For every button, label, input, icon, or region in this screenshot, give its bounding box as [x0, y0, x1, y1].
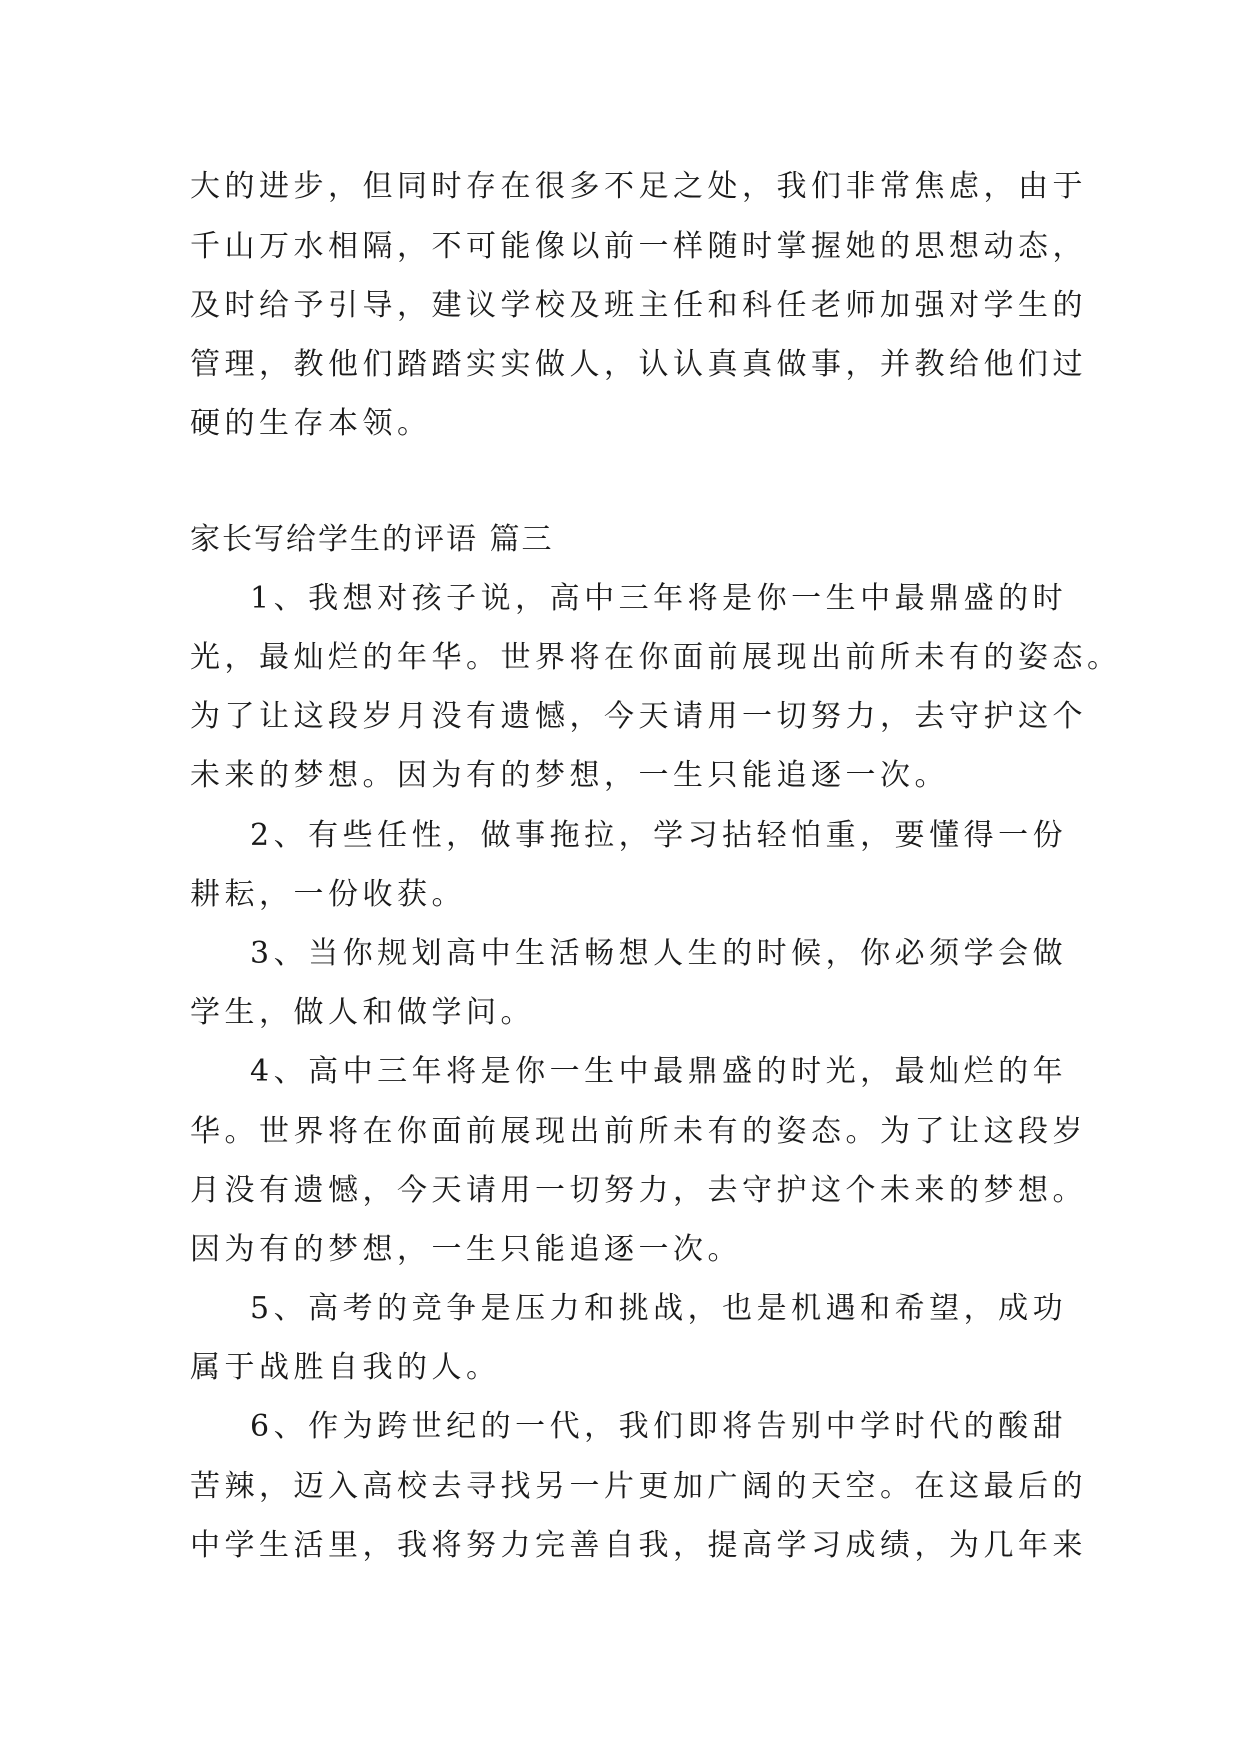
item-line: 属于战胜自我的人。 [190, 1350, 501, 1385]
item-line: 苦辣，迈入高校去寻找另一片更加广阔的天空。在这最后的 [190, 1469, 1087, 1504]
intro-line: 管理，教他们踏踏实实做人，认认真真做事，并教给他们过 [190, 347, 1087, 382]
item-line: 4、高中三年将是你一生中最鼎盛的时光，最灿烂的年 [250, 1054, 1068, 1089]
item-line: 5、高考的竞争是压力和挑战，也是机遇和希望，成功 [250, 1291, 1068, 1326]
item-line: 耕耘，一份收获。 [190, 877, 466, 912]
item-line: 中学生活里，我将努力完善自我，提高学习成绩，为几年来 [190, 1528, 1087, 1563]
item-line: 华。世界将在你面前展现出前所未有的姿态。为了让这段岁 [190, 1114, 1087, 1149]
intro-line: 硬的生存本领。 [190, 406, 432, 441]
item-line: 3、当你规划高中生活畅想人生的时候，你必须学会做 [250, 936, 1068, 971]
section-heading: 家长写给学生的评语 篇三 [190, 522, 554, 557]
item-line: 为了让这段岁月没有遗憾，今天请用一切努力，去守护这个 [190, 699, 1087, 734]
item-line: 2、有些任性，做事拖拉，学习拈轻怕重，要懂得一份 [250, 818, 1068, 853]
item-line: 学生，做人和做学问。 [190, 995, 535, 1030]
intro-line: 大的进步，但同时存在很多不足之处，我们非常焦虑，由于 [190, 169, 1087, 204]
intro-line: 及时给予引导，建议学校及班主任和科任老师加强对学生的 [190, 288, 1087, 323]
item-line: 月没有遗憾，今天请用一切努力，去守护这个未来的梦想。 [190, 1173, 1087, 1208]
item-line: 6、作为跨世纪的一代，我们即将告别中学时代的酸甜 [250, 1409, 1068, 1444]
item-line: 光，最灿烂的年华。世界将在你面前展现出前所未有的姿态。 [190, 640, 1122, 675]
item-line: 未来的梦想。因为有的梦想，一生只能追逐一次。 [190, 758, 949, 793]
intro-line: 千山万水相隔，不可能像以前一样随时掌握她的思想动态， [190, 229, 1087, 264]
item-line: 因为有的梦想，一生只能追逐一次。 [190, 1232, 742, 1267]
item-line: 1、我想对孩子说，高中三年将是你一生中最鼎盛的时 [250, 581, 1068, 616]
